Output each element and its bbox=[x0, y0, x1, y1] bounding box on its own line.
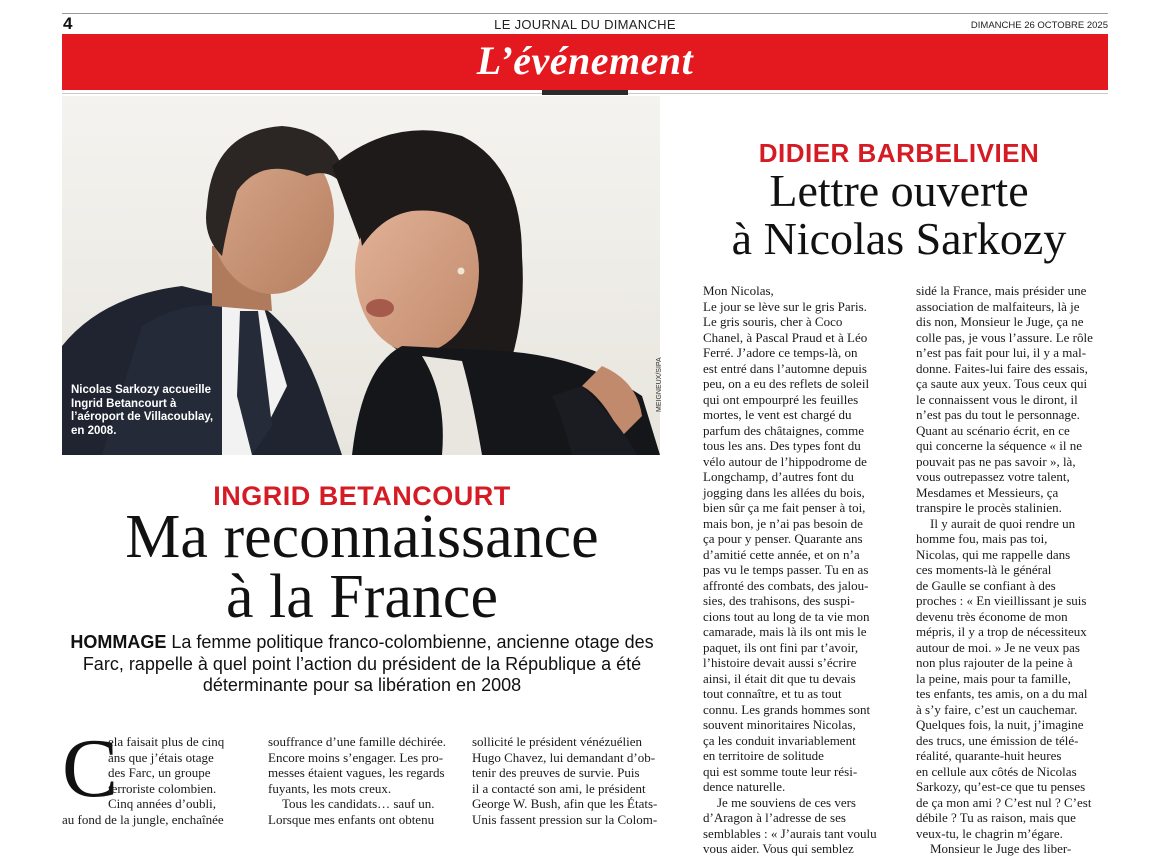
text-line: de ça mon ami ? C’est nul ? C’est bbox=[916, 794, 1092, 810]
issue-date: DIMANCHE 26 OCTOBRE 2025 bbox=[970, 20, 1108, 31]
text-line: pouvait pas ne pas savoir », là, bbox=[916, 453, 1076, 469]
text-line: donne. Faites-lui faire des essais, bbox=[916, 360, 1088, 376]
text-line: Il y aurait de quoi rendre un bbox=[930, 515, 1076, 531]
text-line: ans que j’étais otage bbox=[108, 749, 214, 765]
text-line: tes enfants, tes amis, on a du mal bbox=[916, 686, 1088, 701]
left-article-kicker: INGRID BETANCOURT bbox=[213, 481, 511, 511]
text-line: connu. Les grands hommes sont bbox=[703, 701, 871, 717]
left-article-column-2 bbox=[268, 734, 452, 827]
text-line: dence naturelle. bbox=[703, 779, 786, 794]
text-line: bien sûr ça me fait penser à toi, bbox=[703, 500, 866, 515]
text-line: association de malfaiteurs, là je bbox=[916, 298, 1080, 314]
text-line: il a contacté son ami, le président bbox=[472, 780, 646, 796]
page-number: 4 bbox=[63, 14, 73, 33]
text-line: qui concerne la séquence « il ne bbox=[916, 438, 1083, 453]
text-line: Mon Nicolas, bbox=[703, 283, 774, 298]
text-line: Mesdames et Messieurs, ça bbox=[916, 484, 1059, 500]
right-article-column-2 bbox=[916, 283, 1110, 857]
text-line: ela faisait plus de cinq bbox=[108, 734, 225, 749]
text-line: affronté des combats, des jalou- bbox=[703, 577, 869, 593]
section-title: L’événement bbox=[476, 38, 694, 83]
text-line: messes étaient vagues, les regards bbox=[268, 765, 445, 780]
text-line: ainsi, il était dit que tu devais bbox=[703, 670, 856, 686]
text-line: de Gaulle se confiant à des bbox=[916, 577, 1056, 593]
text-line: tous les ans. Des types font du bbox=[703, 438, 861, 453]
text-line: Encore moins s’engager. Les pro- bbox=[268, 749, 444, 765]
text-line: veux-tu, le chagrin m’égare. bbox=[916, 825, 1063, 841]
banner-tab bbox=[542, 90, 628, 95]
text-line: des trucs, une émission de télé- bbox=[916, 732, 1079, 748]
text-line: Tous les candidats… sauf un. bbox=[282, 796, 435, 811]
text-line: ça les conduit invariablement bbox=[703, 732, 856, 748]
top-rule bbox=[62, 13, 1108, 14]
text-line: ça saute aux yeux. Tous ceux qui bbox=[916, 376, 1088, 391]
text-line: en territoire de solitude bbox=[703, 748, 824, 763]
text-line: Cinq années d’oubli, bbox=[108, 796, 216, 811]
text-line: devenu très économe de mon bbox=[916, 608, 1068, 624]
text-line: tenir des preuves de survie. Puis bbox=[472, 765, 640, 780]
drop-cap: C bbox=[62, 722, 119, 815]
text-line: Nicolas, qui me rappelle dans bbox=[916, 546, 1071, 562]
text-line: dis non, Monsieur le Juge, ça ne bbox=[916, 314, 1084, 329]
left-article-standfirst bbox=[62, 632, 662, 697]
text-line: fuyants, les mots creux. bbox=[268, 780, 392, 796]
text-line: ces moments-là le général bbox=[916, 562, 1052, 577]
headline-line: Lettre ouverte bbox=[769, 165, 1029, 216]
text-line: sidé la France, mais présider une bbox=[916, 283, 1087, 298]
right-article-headline bbox=[690, 167, 1108, 263]
photo-credit: MEIGNEUX/SIPA bbox=[656, 357, 663, 412]
text-line: Longchamp, d’autres font du bbox=[703, 469, 854, 484]
text-line: Unis fassent pression sur la Colom- bbox=[472, 811, 658, 827]
text-line: sollicité le président vénézuélien bbox=[472, 734, 643, 749]
text-line: des Farc, un groupe bbox=[108, 765, 211, 780]
headline-line: Ma reconnaissance bbox=[125, 503, 599, 571]
text-line: autour de moi. » Je ne veux pas bbox=[916, 639, 1080, 655]
text-line: Je me souviens de ces vers bbox=[717, 794, 856, 810]
text-line: Lorsque mes enfants ont obtenu bbox=[268, 811, 435, 827]
text-line: sies, des trahisons, des suspi- bbox=[703, 593, 855, 608]
text-line: tout connaître, et tu as tout bbox=[703, 686, 842, 701]
text-line: Le gris souris, cher à Coco bbox=[703, 314, 843, 329]
text-line: parfum des châtaignes, comme bbox=[703, 422, 864, 438]
text-line: en cellule aux côtés de Nicolas bbox=[916, 763, 1077, 779]
text-line: d’amitié cette année, et on n’a bbox=[703, 546, 860, 562]
text-line: paquet, ils ont fini par t’avoir, bbox=[703, 639, 859, 655]
text-line: Ferré. J’adore ce temps-là, on bbox=[703, 345, 858, 360]
text-line: transpire le procès stalinien. bbox=[916, 500, 1062, 515]
text-line: mortes, le vent est chargé du bbox=[703, 407, 852, 422]
text-line: Chanel, à Pascal Praud et à Léo bbox=[703, 329, 868, 345]
standfirst-label: HOMMAGE bbox=[70, 632, 167, 652]
text-line: George W. Bush, afin que les États- bbox=[472, 796, 658, 811]
right-article-column-1 bbox=[703, 283, 903, 857]
text-line: est entré dans l’automne depuis bbox=[703, 360, 867, 376]
text-line: mais bon, je n’ai pas besoin de bbox=[703, 515, 863, 531]
text-line: homme fou, mais pas toi, bbox=[916, 531, 1048, 546]
section-banner bbox=[62, 34, 1108, 90]
text-line: cions tout au long de ta vie mon bbox=[703, 608, 870, 624]
left-article-column-1 bbox=[62, 722, 252, 827]
text-line: pas vu le temps passer. Tu en as bbox=[703, 562, 869, 577]
text-line: jogging dans les allées du bois, bbox=[703, 484, 865, 500]
text-line: ça pour y penser. Quarante ans bbox=[703, 531, 863, 546]
text-line: Quant au scénario écrit, en ce bbox=[916, 422, 1070, 438]
text-line: n’est pas fait pour lui, il y a mal- bbox=[916, 345, 1087, 360]
text-line: Monsieur le Juge des liber- bbox=[930, 841, 1072, 856]
text-line: d’Aragon à l’adresse de ses bbox=[703, 810, 846, 825]
text-line: à s’y faire, c’est un cauchemar. bbox=[916, 701, 1078, 717]
text-line: souffrance d’une famille déchirée. bbox=[268, 734, 447, 749]
text-line: au fond de la jungle, enchaînée bbox=[62, 811, 224, 827]
photo-caption: Nicolas Sarkozy accueille Ingrid Betancourt à l’aéroport de Villacoublay, en 2008. bbox=[71, 384, 214, 437]
left-article-column-3 bbox=[472, 734, 660, 827]
text-line: la peine, mais pour ta famille, bbox=[916, 670, 1071, 686]
right-article-kicker: DIDIER BARBELIVIEN bbox=[758, 138, 1040, 168]
text-line: peu, on a eu des reflets de soleil bbox=[703, 376, 870, 391]
text-line: camarade, mais là ils ont mis le bbox=[703, 624, 867, 639]
text-line: proches : « En vieillissant je suis bbox=[916, 593, 1087, 608]
text-line: Hugo Chavez, lui demandant d’ob- bbox=[472, 749, 656, 765]
text-line: vous aider. Vous qui semblez bbox=[703, 841, 854, 856]
text-line: non plus rajouter de la peine à bbox=[916, 655, 1073, 670]
left-article-headline bbox=[62, 503, 662, 631]
text-line: Quelques fois, la nuit, j’imagine bbox=[916, 717, 1084, 732]
headline-line: à Nicolas Sarkozy bbox=[731, 213, 1067, 264]
text-line: réalité, quarante-huit heures bbox=[916, 748, 1062, 763]
text-line: qui est somme toute leur rési- bbox=[703, 763, 858, 779]
text-line: le connaissent vous le diront, il bbox=[916, 391, 1078, 407]
text-line: vous outrepassez votre talent, bbox=[916, 469, 1070, 484]
headline-line: à la France bbox=[226, 563, 498, 631]
text-line: colle pas, je vous l’assure. Le rôle bbox=[916, 329, 1093, 345]
text-line: Sarkozy, qu’est-ce que tu penses bbox=[916, 779, 1086, 794]
text-line: l’histoire devait aussi s’écrire bbox=[703, 655, 857, 670]
publication-name: LE JOURNAL DU DIMANCHE bbox=[494, 17, 676, 32]
standfirst-text: La femme politique franco-colombienne, ancienne otage des Farc, rappelle à quel point l’action du président de la République a été déterminante pour sa libération en 2008 bbox=[82, 632, 654, 695]
text-line: vélo autour de l’hippodrome de bbox=[703, 453, 867, 469]
text-line: qui ont empourpré les feuilles bbox=[703, 391, 859, 407]
text-line: souvent minoritaires Nicolas, bbox=[703, 717, 856, 732]
text-line: n’est pas du tout le personnage. bbox=[916, 407, 1080, 422]
text-line: mépris, il y a trop de nécessiteux bbox=[916, 624, 1087, 639]
text-line: débile ? Tu as raison, mais que bbox=[916, 810, 1076, 825]
text-line: Le jour se lève sur le gris Paris. bbox=[703, 298, 867, 314]
text-line: terroriste colombien. bbox=[108, 780, 217, 796]
text-line: semblables : « J’aurais tant voulu bbox=[703, 825, 877, 841]
